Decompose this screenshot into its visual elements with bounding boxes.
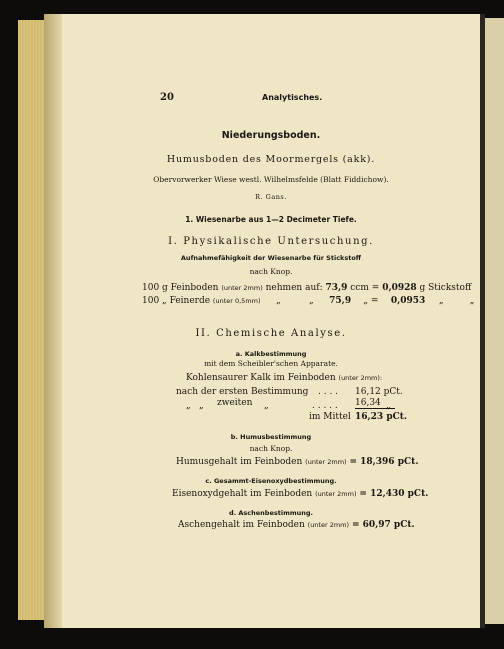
b-line — [176, 457, 418, 467]
c-line-size: (unter 2mm) — [315, 490, 357, 498]
b-line-value: = 18,396 pCt. — [349, 457, 419, 467]
row1-size: (unter 2mm) — [221, 284, 263, 292]
a-line3-ditto-2: „ — [199, 401, 204, 411]
facing-page — [485, 18, 504, 624]
row-feinerde — [142, 296, 487, 306]
a-line1-size: (unter 2mm): — [338, 374, 383, 382]
book-page — [62, 14, 480, 628]
d-line-size: (unter 2mm) — [307, 521, 350, 529]
c-line-value: = 12,430 pCt. — [359, 489, 429, 499]
row2-ccm: 75,9 — [329, 296, 352, 306]
a-line3-ditto-4: „ — [386, 401, 391, 411]
row-feinboden — [142, 283, 471, 293]
row2-ditto-4: „ — [438, 296, 444, 306]
a-line1 — [186, 373, 382, 383]
a-line2-dots: . . . . — [318, 387, 339, 397]
section-title: Niederungsboden. — [221, 130, 321, 141]
b-line-text: Humusgehalt im Feinboden — [176, 457, 303, 467]
a-line4-value: 16,23 pCt. — [355, 412, 408, 422]
c-heading: c. Gesammt-Eisenoxydbestimmung. — [205, 477, 337, 485]
row1-text: nehmen auf: — [265, 283, 323, 293]
d-line-value: = 60,97 pCt. — [351, 520, 415, 530]
row1-ccm: 73,9 — [325, 283, 348, 293]
part1-heading: I. Physikalische Untersuchung. — [168, 236, 374, 247]
part1-method: nach Knop. — [249, 267, 293, 276]
a-line2-label: nach der ersten Bestimmung — [176, 387, 309, 397]
row2-ditto-2: „ — [308, 296, 314, 306]
a-line3-ditto-3: „ — [264, 401, 269, 411]
gutter-shadow — [44, 14, 64, 628]
author: R. Gans. — [255, 193, 287, 201]
layer-heading: 1. Wiesenarbe aus 1—2 Decimeter Tiefe. — [185, 215, 357, 224]
b-line-size: (unter 2mm) — [305, 458, 347, 466]
a-line4-label: im Mittel — [309, 412, 351, 422]
a-method: mit dem Scheibler'schen Apparate. — [204, 359, 338, 368]
row1-lead: 100 g Feinboden — [142, 283, 219, 293]
part1-subheading: Aufnahmefähigkeit der Wiesenarbe für Stickstoff — [180, 254, 362, 262]
b-heading: b. Humusbestimmung — [230, 433, 312, 441]
a-line3-number: 16,34 — [355, 398, 395, 409]
running-head: Analytisches. — [262, 93, 323, 102]
page-number: 20 — [160, 92, 174, 103]
c-line — [172, 489, 428, 499]
row1-g-unit: g Stickstoff — [419, 283, 472, 293]
d-line — [178, 520, 415, 530]
row1-ccm-unit: ccm = — [350, 283, 380, 293]
c-line-text: Eisenoxydgehalt im Feinboden — [172, 489, 313, 499]
a-line3-label: zweiten — [217, 398, 253, 408]
row2-ditto-1: „ — [276, 296, 281, 306]
sample-title: Humusboden des Moormergels (akk). — [166, 154, 376, 165]
a-line1-text: Kohlensaurer Kalk im Feinboden — [186, 373, 336, 383]
row2-size: (unter 0,5mm) — [212, 297, 261, 305]
row2-g: 0,0953 — [390, 296, 426, 306]
location-line: Obervorwerker Wiese westl. Wilhelmsfelde (Blatt Fiddichow). — [153, 175, 389, 184]
b-method: nach Knop. — [249, 444, 293, 453]
a-heading: a. Kalkbestimmung — [235, 350, 307, 358]
d-heading: d. Aschenbestimmung. — [229, 509, 313, 517]
a-line2-value: 16,12 pCt. — [355, 387, 403, 397]
row2-lead: 100 „ Feinerde — [142, 296, 211, 306]
a-line3-ditto-1: „ — [186, 401, 191, 411]
a-line3-dots: . . . . . — [312, 401, 338, 411]
book-page-edges — [18, 20, 44, 620]
row2-ditto-3: „ = — [363, 296, 379, 306]
part2-heading: II. Chemische Analyse. — [195, 328, 347, 339]
d-line-text: Aschengehalt im Feinboden — [178, 520, 305, 530]
row1-g: 0,0928 — [382, 283, 417, 293]
row2-ditto-5: „ — [469, 296, 475, 306]
